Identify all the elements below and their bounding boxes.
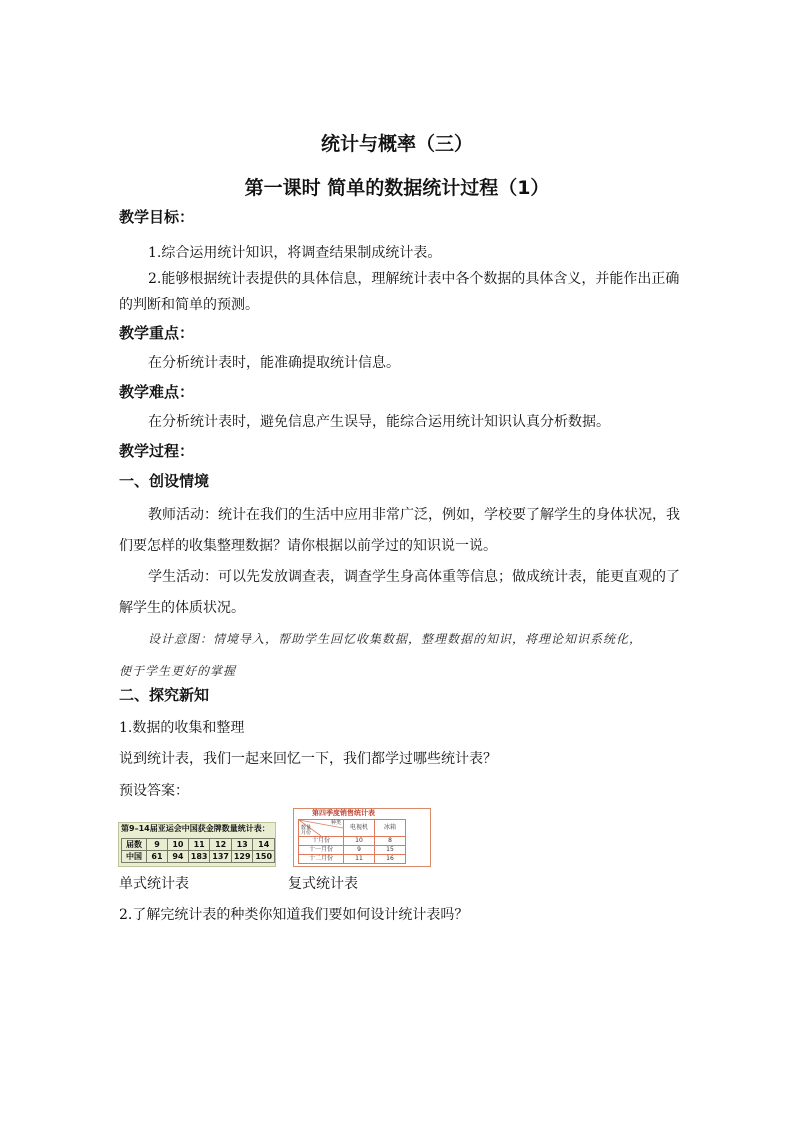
table-cell: 11 (344, 855, 375, 864)
goal-2-line2: 的判断和简单的预测。 (119, 297, 259, 313)
item-2: 2.了解完统计表的种类你知道我们要如何设计统计表吗？ (119, 907, 469, 923)
goals-heading: 教学目标： (119, 208, 195, 226)
table-cell: 9 (147, 839, 168, 851)
table-cell: 9 (344, 846, 375, 855)
student-activity-line2: 解学生的体质状况。 (119, 600, 245, 616)
table-cell: 16 (375, 855, 406, 864)
table-cell: 10 (344, 837, 375, 846)
table-cell: 8 (375, 837, 406, 846)
item-1: 1.数据的收集和整理 (119, 720, 245, 736)
page-title: 统计与概率（三） (320, 133, 473, 155)
preset-answer: 预设答案： (119, 783, 189, 799)
table-cell: 13 (231, 839, 253, 851)
table-row (122, 851, 275, 863)
teacher-activity-line1: 教师活动：统计在我们的生活中应用非常广泛，例如，学校要了解学生的身体状况，我 (148, 507, 680, 523)
corner-label-month: 月份 (301, 830, 312, 836)
table-cell: 10 (167, 839, 188, 851)
key-heading: 教学重点： (119, 324, 195, 342)
single-table-label: 单式统计表 (119, 876, 189, 892)
table-row (299, 855, 406, 864)
page-subtitle: 第一课时 简单的数据统计过程（1） (244, 177, 550, 199)
goal-1: 1.综合运用统计知识，将调查结果制成统计表。 (148, 245, 442, 261)
table-row (299, 846, 406, 855)
table-header-cell: 冰箱 (375, 820, 406, 837)
item-1-question: 说到统计表，我们一起来回忆一下，我们都学过哪些统计表？ (119, 751, 497, 767)
student-activity-line1: 学生活动：可以先发放调查表，调查学生身高体重等信息；做成统计表，能更直观的了 (148, 569, 680, 585)
key-text: 在分析统计表时，能准确提取统计信息。 (148, 355, 400, 371)
table-cell: 137 (210, 851, 232, 863)
teacher-activity-line2: 们要怎样的收集整理数据？请你根据以前学过的知识说一说。 (119, 538, 497, 554)
table-cell: 十二月份 (299, 855, 344, 864)
process-heading: 教学过程： (119, 442, 195, 460)
compound-table-caption: 第四季度销售统计表 (312, 809, 375, 817)
table-cell: 183 (188, 851, 210, 863)
part2-heading: 二、探究新知 (119, 686, 210, 704)
single-table-caption: 第9–14届亚运会中国获金牌数量统计表： (121, 824, 270, 833)
compound-table (298, 819, 406, 864)
table-row (122, 839, 275, 851)
difficulty-heading: 教学难点： (119, 383, 195, 401)
goal-2-line1: 2.能够根据统计表提供的具体信息，理解统计表中各个数据的具体含义，并能作出正确 (148, 271, 680, 287)
single-table (121, 838, 275, 863)
diagonal-header-cell (299, 820, 344, 837)
table-cell: 11 (188, 839, 210, 851)
table-cell: 十一月份 (299, 846, 344, 855)
corner-label-quantity: 数量 (301, 825, 312, 831)
table-cell: 12 (210, 839, 232, 851)
table-cell: 129 (231, 851, 253, 863)
compound-table-label: 复式统计表 (288, 876, 358, 892)
table-cell: 中国 (122, 851, 147, 863)
single-table-image (118, 822, 276, 867)
corner-label-type: 种类 (330, 820, 341, 826)
part1-heading: 一、创设情境 (119, 472, 210, 490)
table-cell: 届数 (122, 839, 147, 851)
design-intent-line2: 便于学生更好的掌握 (119, 664, 237, 678)
table-cell: 61 (147, 851, 168, 863)
table-cell: 15 (375, 846, 406, 855)
table-cell: 94 (167, 851, 188, 863)
table-cell: 十月份 (299, 837, 344, 846)
table-cell: 14 (253, 839, 275, 851)
table-row (299, 820, 406, 837)
design-intent-line1: 设计意图：情境导入，帮助学生回忆收集数据，整理数据的知识，将理论知识系统化， (148, 632, 643, 646)
table-header-cell: 电视机 (344, 820, 375, 837)
compound-table-image (293, 808, 431, 867)
table-row (299, 837, 406, 846)
table-cell: 150 (253, 851, 275, 863)
difficulty-text: 在分析统计表时，避免信息产生误导，能综合运用统计知识认真分析数据。 (148, 414, 610, 430)
